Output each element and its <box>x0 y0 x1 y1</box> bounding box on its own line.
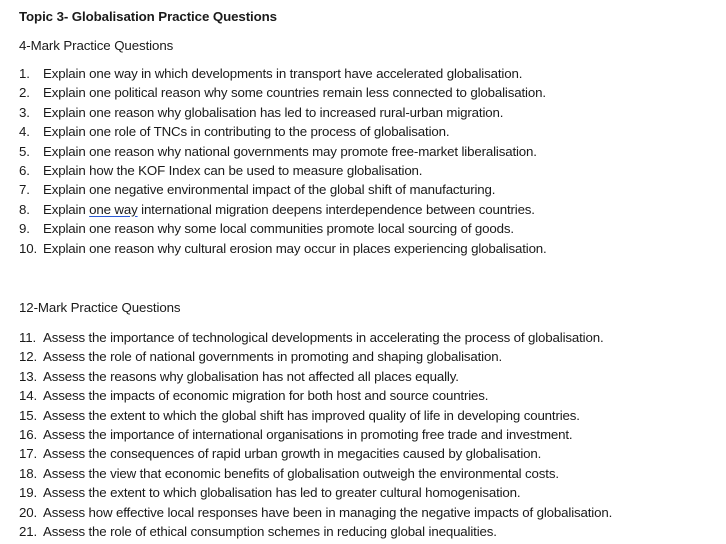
question-item <box>19 161 547 180</box>
question-text: Explain one reason why national governments may promote free-market liberalisation. <box>43 143 537 159</box>
section-heading-12-mark: 12-Mark Practice Questions <box>19 300 181 315</box>
question-number: 9. <box>19 221 30 237</box>
question-text: Explain one political reason why some countries remain less connected to globalisation. <box>43 85 546 101</box>
question-number: 21. <box>19 523 38 539</box>
question-text: Assess how effective local responses have been in managing the negative impacts of globalisation. <box>43 504 613 520</box>
question-number: 5. <box>19 143 30 159</box>
question-number: 18. <box>19 465 38 481</box>
question-item <box>19 444 612 463</box>
question-item <box>19 386 612 405</box>
question-text: Assess the consequences of rapid urban growth in megacities caused by globalisation. <box>43 446 542 462</box>
question-number: 8. <box>19 201 30 217</box>
question-text-after: international migration deepens interdependence between countries. <box>137 201 535 217</box>
question-text: Assess the role of national governments in promoting and shaping globalisation. <box>43 349 503 365</box>
question-text: Explain one reason why cultural erosion may occur in places experiencing globalisation. <box>43 240 547 256</box>
question-item <box>19 219 547 238</box>
question-number: 3. <box>19 104 30 120</box>
question-number: 13. <box>19 368 38 384</box>
question-number: 15. <box>19 407 38 423</box>
question-number: 2. <box>19 85 30 101</box>
question-item <box>19 142 547 161</box>
spellcheck-underlined-phrase[interactable]: one way <box>89 201 138 217</box>
question-item <box>19 464 612 483</box>
question-item <box>19 503 612 522</box>
question-text: Explain one reason why some local communities promote local sourcing of goods. <box>43 221 514 237</box>
question-text-before: Explain <box>43 201 90 217</box>
question-list-4-mark <box>19 64 547 258</box>
question-text: Assess the impacts of economic migration for both host and source countries. <box>43 388 489 404</box>
question-text: Explain one negative environmental impact of the global shift of manufacturing. <box>43 182 496 198</box>
question-item <box>19 180 547 199</box>
question-text: Assess the extent to which the global shift has improved quality of life in developing countries. <box>43 407 580 423</box>
question-item <box>19 522 612 541</box>
question-text: Explain how the KOF Index can be used to measure globalisation. <box>43 162 423 178</box>
question-item <box>19 347 612 366</box>
question-text: Explain one reason why globalisation has led to increased rural-urban migration. <box>43 104 504 120</box>
question-number: 11. <box>19 330 37 345</box>
question-number: 14. <box>19 388 38 404</box>
question-item <box>19 328 612 347</box>
question-item <box>19 200 547 219</box>
question-item <box>19 406 612 425</box>
question-text: Assess the view that economic benefits of globalisation outweigh the environmental costs. <box>43 465 559 481</box>
question-number: 1. <box>19 66 30 81</box>
question-number: 7. <box>19 182 30 198</box>
document-title: Topic 3- Globalisation Practice Questions <box>19 9 277 24</box>
question-number: 17. <box>19 446 38 462</box>
question-text: Assess the role of ethical consumption schemes in reducing global inequalities. <box>43 523 497 539</box>
question-number: 6. <box>19 162 30 178</box>
question-item <box>19 425 612 444</box>
question-number: 20. <box>19 504 38 520</box>
question-item <box>19 367 612 386</box>
question-text: Assess the reasons why globalisation has not affected all places equally. <box>43 368 459 384</box>
question-list-12-mark <box>19 328 612 541</box>
question-item <box>19 122 547 141</box>
question-item <box>19 239 547 258</box>
question-number: 10. <box>19 240 38 256</box>
section-heading-4-mark: 4-Mark Practice Questions <box>19 38 174 53</box>
question-item <box>19 103 547 122</box>
question-text <box>43 202 535 217</box>
question-item <box>19 64 547 83</box>
question-item <box>19 83 547 102</box>
question-number: 19. <box>19 485 38 501</box>
question-number: 12. <box>19 349 38 365</box>
question-text: Assess the importance of technological developments in accelerating the process of globalisation. <box>43 330 604 345</box>
question-number: 4. <box>19 124 30 140</box>
question-text: Assess the importance of international organisations in promoting free trade and investment. <box>43 426 573 442</box>
question-text: Explain one role of TNCs in contributing to the process of globalisation. <box>43 124 450 140</box>
question-text: Explain one way in which developments in transport have accelerated globalisation. <box>43 66 523 81</box>
question-item <box>19 483 612 502</box>
question-text: Assess the extent to which globalisation has led to greater cultural homogenisation. <box>43 485 521 501</box>
question-number: 16. <box>19 426 38 442</box>
